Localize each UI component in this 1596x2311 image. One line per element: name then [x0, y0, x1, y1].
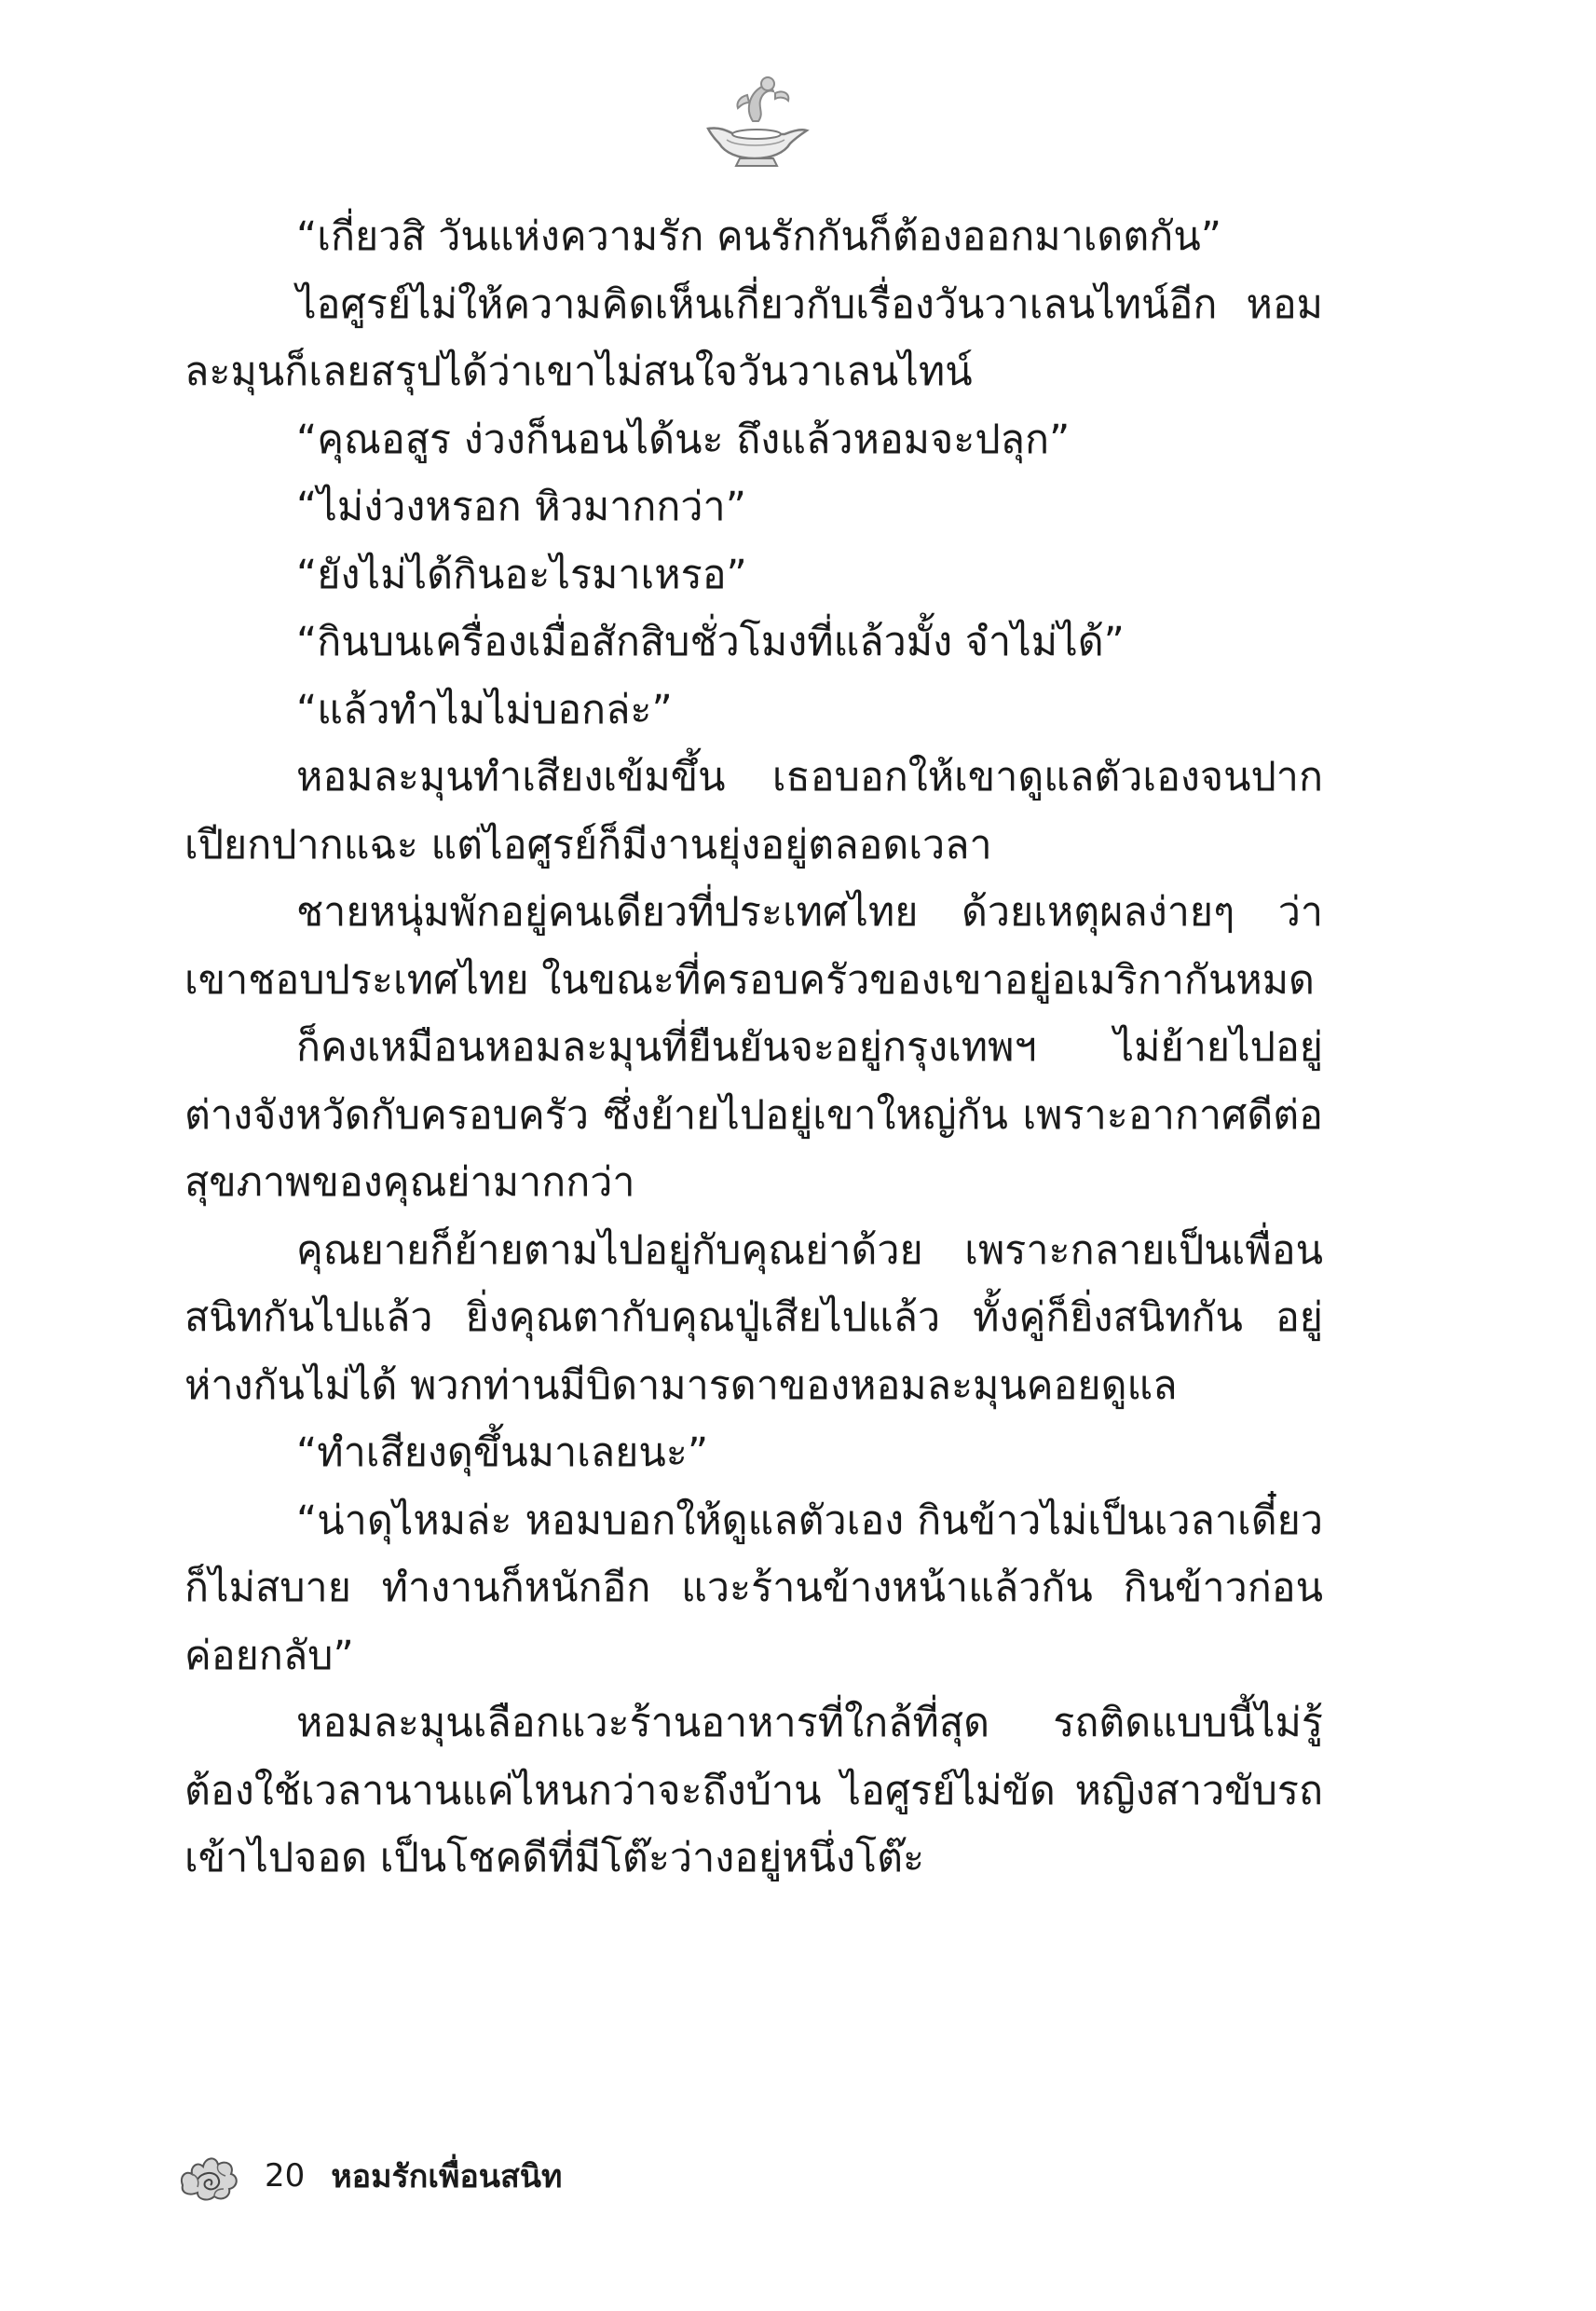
- paragraph: “กินบนเครื่องเมื่อสักสิบชั่วโมงที่แล้วมั้ง จำไม่ได้”: [296, 619, 1125, 665]
- body-text: [184, 203, 1323, 1893]
- rose-icon: [177, 2148, 242, 2204]
- paragraph: ชายหนุ่มพักอยู่คนเดียวที่ประเทศไทย ด้วยเหตุผลง่ายๆ ว่าเขาชอบประเทศไทย ในขณะที่ครอบครัวของเขาอยู่อเมริกากันหมด: [184, 889, 1323, 1004]
- paragraph: หอมละมุนเลือกแวะร้านอาหารที่ใกล้ที่สุด รถติดแบบนี้ไม่รู้ต้องใช้เวลานานแค่ไหนกว่าจะถึงบ้าน ไอศูรย์ไม่ขัด หญิงสาวขับรถเข้าไปจอด เป็นโชคดีที่มีโต๊ะว่างอยู่หนึ่งโต๊ะ: [184, 1700, 1323, 1881]
- paragraph: “ไม่ง่วงหรอก หิวมากกว่า”: [296, 484, 746, 530]
- paragraph: คุณยายก็ย้ายตามไปอยู่กับคุณย่าด้วย เพราะกลายเป็นเพื่อนสนิทกันไปแล้ว ยิ่งคุณตากับคุณปู่เสียไปแล้ว ทั้งคู่ก็ยิ่งสนิทกัน อยู่ห่างกันไม่ได้ พวกท่านมีบิดามารดาของหอมละมุนคอยดูแล: [184, 1226, 1323, 1409]
- paragraph: ก็คงเหมือนหอมละมุนที่ยืนยันจะอยู่กรุงเทพฯ ไม่ย้ายไปอยู่ต่างจังหวัดกับครอบครัว ซึ่งย้ายไปอยู่เขาใหญ่กัน เพราะอากาศดีต่อสุขภาพของคุณย่ามากกว่า: [184, 1024, 1323, 1206]
- paragraph: “น่าดุไหมล่ะ หอมบอกให้ดูแลตัวเอง กินข้าวไม่เป็นเวลาเดี๋ยวก็ไม่สบาย ทำงานก็หนักอีก แวะร้านข้างหน้าแล้วกัน กินข้าวก่อนค่อยกลับ”: [184, 1497, 1323, 1679]
- page-footer: [177, 2148, 562, 2204]
- paragraph: “ทำเสียงดุขึ้นมาเลยนะ”: [296, 1429, 709, 1476]
- paragraph: หอมละมุนทำเสียงเข้มขึ้น เธอบอกให้เขาดูแลตัวเองจนปากเปียกปากแฉะ แต่ไอศูรย์ก็มีงานยุ่งอยู่ตลอดเวลา: [184, 754, 1323, 868]
- paragraph: “เกี่ยวสิ วันแห่งความรัก คนรักกันก็ต้องออกมาเดตกัน”: [296, 213, 1221, 260]
- book-title: หอมรักเพื่อนสนิท: [331, 2158, 563, 2195]
- paragraph: “คุณอสูร ง่วงก็นอนได้นะ ถึงแล้วหอมจะปลุก”: [296, 416, 1071, 463]
- paragraph: “ยังไม่ได้กินอะไรมาเหรอ”: [296, 551, 747, 598]
- paragraph: “แล้วทำไมไม่บอกล่ะ”: [296, 686, 673, 733]
- page-number: 20: [265, 2157, 306, 2195]
- paragraph: ไอศูรย์ไม่ให้ความคิดเห็นเกี่ยวกับเรื่องวันวาเลนไทน์อีก หอมละมุนก็เลยสรุปได้ว่าเขาไม่สนใจวันวาเลนไทน์: [184, 280, 1323, 395]
- magic-lamp-icon: [699, 73, 811, 175]
